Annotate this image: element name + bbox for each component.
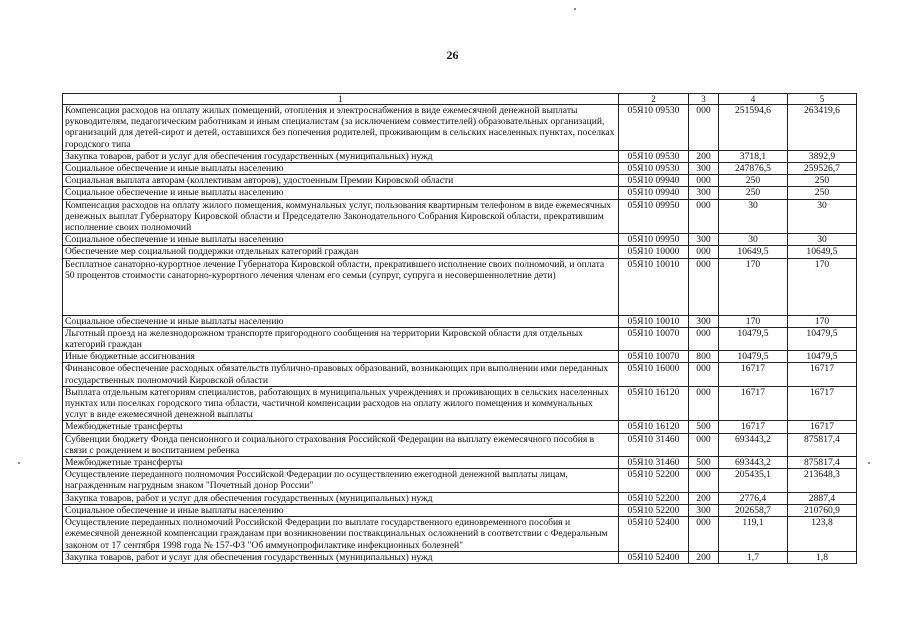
row-amount-col4: 250 [719,187,788,199]
row-amount-col5: 123,8 [788,517,857,552]
row-amount-col5: 16717 [788,363,857,386]
table-row [63,315,857,327]
row-amount-col5: 210760,9 [788,504,857,516]
table-row [63,492,857,504]
row-target-code: 05Я10 16000 [619,363,689,386]
row-description: Социальное обеспечение и иные выплаты населению [63,163,619,175]
row-amount-col4: 693443,2 [719,457,788,469]
row-amount-col5: 16717 [788,421,857,433]
row-description: Закупка товаров, работ и услуг для обеспечения государственных (муниципальных) нужд [63,551,619,563]
row-amount-col4: 202658,7 [719,504,788,516]
table-row [63,421,857,433]
row-expense-type: 300 [689,315,719,327]
column-header-5: 5 [788,94,857,105]
row-target-code: 05Я10 10000 [619,246,689,258]
row-expense-type: 500 [689,421,719,433]
row-expense-type: 000 [689,175,719,187]
table-row [63,351,857,363]
row-amount-col4: 247876,5 [719,163,788,175]
scan-speck [574,8,576,10]
row-description: Социальное обеспечение и иные выплаты населению [63,504,619,516]
row-amount-col4: 3718,1 [719,150,788,162]
row-description: Закупка товаров, работ и услуг для обеспечения государственных (муниципальных) нужд [63,492,619,504]
table-row [63,246,857,258]
table-row [63,504,857,516]
row-amount-col5: 213648,3 [788,469,857,492]
row-description: Финансовое обеспечение расходных обязательств публично-правовых образований, возникающих при выполнении ими переданных государственных полномочий Кировской области [63,363,619,386]
row-amount-col4: 205435,1 [719,469,788,492]
row-expense-type: 500 [689,457,719,469]
row-description: Социальное обеспечение и иные выплаты населению [63,315,619,327]
table-row [63,150,857,162]
row-amount-col4: 10649,5 [719,246,788,258]
table-row [63,327,857,350]
row-expense-type: 000 [689,517,719,552]
row-description: Льготный проезд на железнодорожном транспорте пригородного сообщения на территории Кировской области для отдельных категорий граждан [63,327,619,350]
table-row [63,433,857,456]
row-target-code: 05Я10 09950 [619,199,689,234]
table-row [63,187,857,199]
row-expense-type: 000 [689,258,719,315]
row-amount-col4: 251594,6 [719,105,788,151]
row-amount-col5: 16717 [788,386,857,421]
row-amount-col4: 10479,5 [719,327,788,350]
row-amount-col5: 30 [788,234,857,246]
row-target-code: 05Я10 52400 [619,517,689,552]
row-description: Осуществление переданного полномочия Российской Федерации по осуществлению ежегодной денежной выплаты лицам, награжденным нагрудным знаком "Почетный донор России" [63,469,619,492]
row-description: Закупка товаров, работ и услуг для обеспечения государственных (муниципальных) нужд [63,150,619,162]
row-expense-type: 000 [689,327,719,350]
row-amount-col4: 16717 [719,421,788,433]
table-header-row [63,94,857,105]
row-target-code: 05Я10 10010 [619,258,689,315]
row-expense-type: 000 [689,363,719,386]
row-expense-type: 200 [689,551,719,563]
row-amount-col4: 16717 [719,386,788,421]
row-amount-col5: 259526,7 [788,163,857,175]
table-row [63,469,857,492]
table-row [63,105,857,151]
row-amount-col5: 250 [788,175,857,187]
row-target-code: 05Я10 31460 [619,457,689,469]
table-row [63,551,857,563]
row-amount-col5: 10649,5 [788,246,857,258]
row-amount-col4: 119,1 [719,517,788,552]
row-amount-col5: 30 [788,199,857,234]
row-target-code: 05Я10 09940 [619,175,689,187]
row-expense-type: 200 [689,150,719,162]
row-amount-col4: 170 [719,258,788,315]
row-expense-type: 000 [689,433,719,456]
page-number: 26 [446,48,459,62]
row-description: Социальное обеспечение и иные выплаты населению [63,234,619,246]
row-expense-type: 000 [689,105,719,151]
row-amount-col4: 10479,5 [719,351,788,363]
row-expense-type: 000 [689,386,719,421]
row-amount-col5: 170 [788,258,857,315]
row-amount-col4: 30 [719,199,788,234]
scan-speck [18,462,20,464]
row-description: Межбюджетные трансферты [63,457,619,469]
row-description: Осуществление переданных полномочий Российской Федерации по выплате государственного единовременного пособия и ежемесячной денежной компенсации гражданам при возникновении поствакцинальных осложнений в соответствии с Федеральным законом от 17 сентября 1998 года № 157-ФЗ "Об иммунопрофилактике инфекционных болезней" [63,517,619,552]
row-amount-col4: 693443,2 [719,433,788,456]
column-header-3: 3 [689,94,719,105]
table-row [63,199,857,234]
row-expense-type: 000 [689,199,719,234]
row-amount-col4: 16717 [719,363,788,386]
row-target-code: 05Я10 52200 [619,504,689,516]
row-target-code: 05Я10 16120 [619,386,689,421]
table-row [63,363,857,386]
row-expense-type: 300 [689,504,719,516]
row-amount-col5: 263419,6 [788,105,857,151]
row-amount-col5: 3892,9 [788,150,857,162]
row-target-code: 05Я10 52200 [619,469,689,492]
row-description: Компенсация расходов на оплату жилого помещения, коммунальных услуг, пользования квартирным телефоном в виде ежемесячных денежных выплат Губернатору Кировской области и Председателю Законодательного Собрания Кировской области, прекратившим исполнение своих полномочий [63,199,619,234]
row-amount-col5: 2887,4 [788,492,857,504]
table-row [63,386,857,421]
row-amount-col4: 250 [719,175,788,187]
budget-table-body [63,94,857,564]
row-amount-col4: 2776,4 [719,492,788,504]
row-description: Социальная выплата авторам (коллективам авторов), удостоенным Премии Кировской области [63,175,619,187]
row-amount-col4: 1,7 [719,551,788,563]
row-amount-col5: 875817,4 [788,433,857,456]
row-description: Компенсация расходов на оплату жилых помещений, отопления и электроснабжения в виде ежемесячной денежной выплаты руководителям, педагогическим работникам и иным специалистам (за исключением совместителей) образовательных организаций, организаций для детей-сирот и детей, оставшихся без попечения родителей, проживающим в сельских населенных пунктах, поселках городского типа [63,105,619,151]
row-expense-type: 000 [689,246,719,258]
row-description: Межбюджетные трансферты [63,421,619,433]
table-row [63,517,857,552]
column-header-4: 4 [719,94,788,105]
table-row [63,163,857,175]
table-row [63,234,857,246]
row-description: Субвенции бюджету Фонда пенсионного и социального страхования Российской Федерации на выплату ежемесячного пособия в связи с рождением и воспитанием ребенка [63,433,619,456]
table-row [63,457,857,469]
row-target-code: 05Я10 31460 [619,433,689,456]
row-expense-type: 200 [689,492,719,504]
row-expense-type: 300 [689,163,719,175]
row-target-code: 05Я10 09530 [619,105,689,151]
row-target-code: 05Я10 10070 [619,351,689,363]
row-expense-type: 300 [689,234,719,246]
row-description: Бесплатное санаторно-курортное лечение Губернатора Кировской области, прекратившего исполнение своих полномочий, и оплата 50 процентов стоимости санаторно-курортного лечения членам его семьи (супруг, супруга и несовершеннолетние дети) [63,258,619,315]
row-target-code: 05Я10 09530 [619,163,689,175]
row-target-code: 05Я10 16120 [619,421,689,433]
table-row [63,258,857,315]
row-amount-col5: 875817,4 [788,457,857,469]
column-header-1: 1 [63,94,619,105]
row-amount-col4: 170 [719,315,788,327]
row-amount-col5: 10479,5 [788,351,857,363]
row-description: Социальное обеспечение и иные выплаты населению [63,187,619,199]
row-amount-col5: 170 [788,315,857,327]
row-amount-col5: 1,8 [788,551,857,563]
row-description: Иные бюджетные ассигнования [63,351,619,363]
budget-table [62,93,857,564]
row-target-code: 05Я10 09940 [619,187,689,199]
row-expense-type: 300 [689,187,719,199]
row-target-code: 05Я10 09530 [619,150,689,162]
row-amount-col5: 10479,5 [788,327,857,350]
row-expense-type: 800 [689,351,719,363]
row-target-code: 05Я10 52400 [619,551,689,563]
row-target-code: 05Я10 52200 [619,492,689,504]
row-target-code: 05Я10 09950 [619,234,689,246]
row-description: Выплата отдельным категориям специалистов, работающих в муниципальных учреждениях и проживающих в сельских населенных пунктах или поселках городского типа области, частичной компенсации расходов на оплату жилого помещения и коммунальных услуг в виде ежемесячной денежной выплаты [63,386,619,421]
scan-speck [868,462,870,464]
row-amount-col5: 250 [788,187,857,199]
row-amount-col4: 30 [719,234,788,246]
row-target-code: 05Я10 10010 [619,315,689,327]
row-expense-type: 000 [689,469,719,492]
row-target-code: 05Я10 10070 [619,327,689,350]
row-description: Обеспечение мер социальной поддержки отдельных категорий граждан [63,246,619,258]
column-header-2: 2 [619,94,689,105]
table-row [63,175,857,187]
